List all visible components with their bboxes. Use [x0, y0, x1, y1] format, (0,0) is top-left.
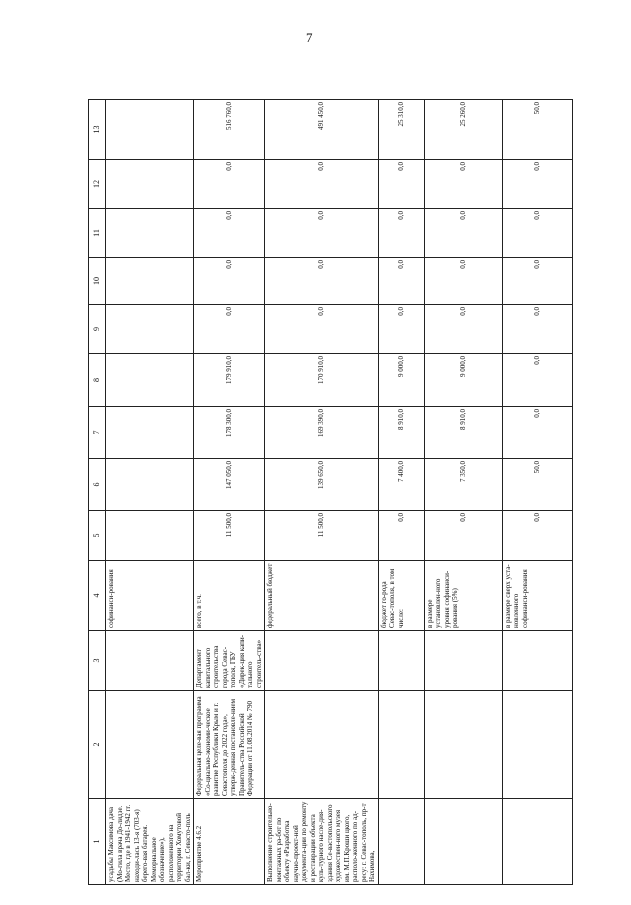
table-row	[502, 100, 572, 885]
cell-col-3	[378, 631, 424, 691]
cell-col-4: федеральный бюджет	[265, 561, 379, 631]
cell-col-13: 50,0	[502, 100, 572, 160]
cell-col-7: 0,0	[502, 407, 572, 459]
cell-col-11: 0,0	[502, 209, 572, 258]
cell-col-7	[106, 407, 194, 459]
cell-col-13	[106, 100, 194, 160]
cell-col-12: 0,0	[265, 160, 379, 209]
cell-col-2	[265, 691, 379, 799]
header-cell-3: 3	[89, 631, 106, 691]
cell-col-1	[502, 799, 572, 885]
budget-table	[88, 99, 573, 885]
cell-col-9: 0,0	[194, 305, 265, 354]
header-cell-9: 9	[89, 305, 106, 354]
cell-col-8: 170 910,0	[265, 354, 379, 407]
table-row	[424, 100, 502, 885]
cell-col-12	[106, 160, 194, 209]
cell-col-2	[502, 691, 572, 799]
cell-col-10: 0,0	[265, 258, 379, 305]
cell-col-12: 0,0	[424, 160, 502, 209]
cell-col-1	[378, 799, 424, 885]
cell-col-6: 7 400,0	[378, 459, 424, 511]
cell-col-9: 0,0	[424, 305, 502, 354]
cell-col-9	[106, 305, 194, 354]
cell-col-9: 0,0	[265, 305, 379, 354]
cell-col-10: 0,0	[378, 258, 424, 305]
cell-col-6: 147 050,0	[194, 459, 265, 511]
cell-col-8: 0,0	[502, 354, 572, 407]
table-row	[194, 100, 265, 885]
header-cell-11: 11	[89, 209, 106, 258]
header-cell-10: 10	[89, 258, 106, 305]
cell-col-5: 0,0	[378, 511, 424, 561]
cell-col-11: 0,0	[265, 209, 379, 258]
cell-col-11: 0,0	[424, 209, 502, 258]
cell-col-2	[378, 691, 424, 799]
cell-col-5	[106, 511, 194, 561]
cell-col-8: 179 910,0	[194, 354, 265, 407]
header-cell-4: 4	[89, 561, 106, 631]
cell-col-5: 11 500,0	[265, 511, 379, 561]
cell-col-3	[502, 631, 572, 691]
rotated-table-frame	[88, 100, 541, 885]
header-cell-8: 8	[89, 354, 106, 407]
header-cell-12: 12	[89, 160, 106, 209]
cell-col-7: 8 910,0	[378, 407, 424, 459]
cell-col-2	[106, 691, 194, 799]
cell-col-13: 25 260,0	[424, 100, 502, 160]
cell-col-9: 0,0	[502, 305, 572, 354]
cell-col-6: 7 350,0	[424, 459, 502, 511]
cell-col-1: усадьбы Максимова дача (Мо-гила врача До-лидзе. Место, где в 1941-1942 гг. находи-лась 13-я (703-я) берего-вая батарея. Мемориальное обозначение»), расположенного на территории Хомутовой бал-ки, г. Севасто-поль	[106, 799, 194, 885]
cell-col-2	[424, 691, 502, 799]
cell-col-10: 0,0	[194, 258, 265, 305]
header-cell-2: 2	[89, 691, 106, 799]
cell-col-7: 8 910,0	[424, 407, 502, 459]
cell-col-11: 0,0	[194, 209, 265, 258]
cell-col-12: 0,0	[378, 160, 424, 209]
cell-col-12: 0,0	[502, 160, 572, 209]
header-cell-6: 6	[89, 459, 106, 511]
cell-col-6: 50,0	[502, 459, 572, 511]
cell-col-9: 0,0	[378, 305, 424, 354]
cell-col-8	[106, 354, 194, 407]
cell-col-7: 169 390,0	[265, 407, 379, 459]
cell-col-4: всего, в т.ч.	[194, 561, 265, 631]
cell-col-12: 0,0	[194, 160, 265, 209]
cell-col-3	[424, 631, 502, 691]
header-row	[89, 100, 106, 885]
header-cell-7: 7	[89, 407, 106, 459]
cell-col-2: Федеральная целе-вая программа «Со-циально-экономи-ческое развитие Республики Крым и г. Севастополя до 2022 года», утверж-денная постановле-нием Правитель-ства Российской Федерации от 11.08.2014 № 790	[194, 691, 265, 799]
table-container	[88, 100, 541, 885]
table-row	[106, 100, 194, 885]
cell-col-8: 9 000,0	[378, 354, 424, 407]
cell-col-3: Департамент капитального строительства города Севас-тополя, ГБУ «Дирек-ция капи-тального строитель-ства»	[194, 631, 265, 691]
cell-col-1: Выполнение строительно-монтажных ра-бот по объекту «Разработка научно-проект-ной документа-ции по ремонту и реставрации объекта куль-турного насле-дия-здания Се-вастопольского художествен-ного музея им. М.П.Кроши цкого, располо-женного по ад-ресу: г. Севас-тополь, пр-т Нахимова,	[265, 799, 379, 885]
cell-col-4: в размере установлен-ного уровня софинанси-рования (5%)	[424, 561, 502, 631]
cell-col-1	[424, 799, 502, 885]
cell-col-1: Мероприятие 4.6.2	[194, 799, 265, 885]
cell-col-6: 139 650,0	[265, 459, 379, 511]
cell-col-13: 25 310,0	[378, 100, 424, 160]
header-cell-5: 5	[89, 511, 106, 561]
cell-col-8: 9 000,0	[424, 354, 502, 407]
cell-col-11: 0,0	[378, 209, 424, 258]
cell-col-5: 0,0	[502, 511, 572, 561]
cell-col-13: 491 450,0	[265, 100, 379, 160]
cell-col-4: в размере сверх уста-новленного софинанси-рования	[502, 561, 572, 631]
table-row	[265, 100, 379, 885]
cell-col-3	[265, 631, 379, 691]
cell-col-3	[106, 631, 194, 691]
cell-col-7: 178 300,0	[194, 407, 265, 459]
cell-col-10: 0,0	[502, 258, 572, 305]
header-cell-1: 1	[89, 799, 106, 885]
cell-col-5: 11 500,0	[194, 511, 265, 561]
cell-col-5: 0,0	[424, 511, 502, 561]
cell-col-6	[106, 459, 194, 511]
header-cell-13: 13	[89, 100, 106, 160]
page-number: 7	[306, 30, 313, 45]
cell-col-10: 0,0	[424, 258, 502, 305]
table-row	[378, 100, 424, 885]
cell-col-11	[106, 209, 194, 258]
cell-col-10	[106, 258, 194, 305]
cell-col-4: бюджет го-рода Севас-тополя, в том числе:	[378, 561, 424, 631]
cell-col-13: 516 760,0	[194, 100, 265, 160]
cell-col-4: софинанси-рования	[106, 561, 194, 631]
